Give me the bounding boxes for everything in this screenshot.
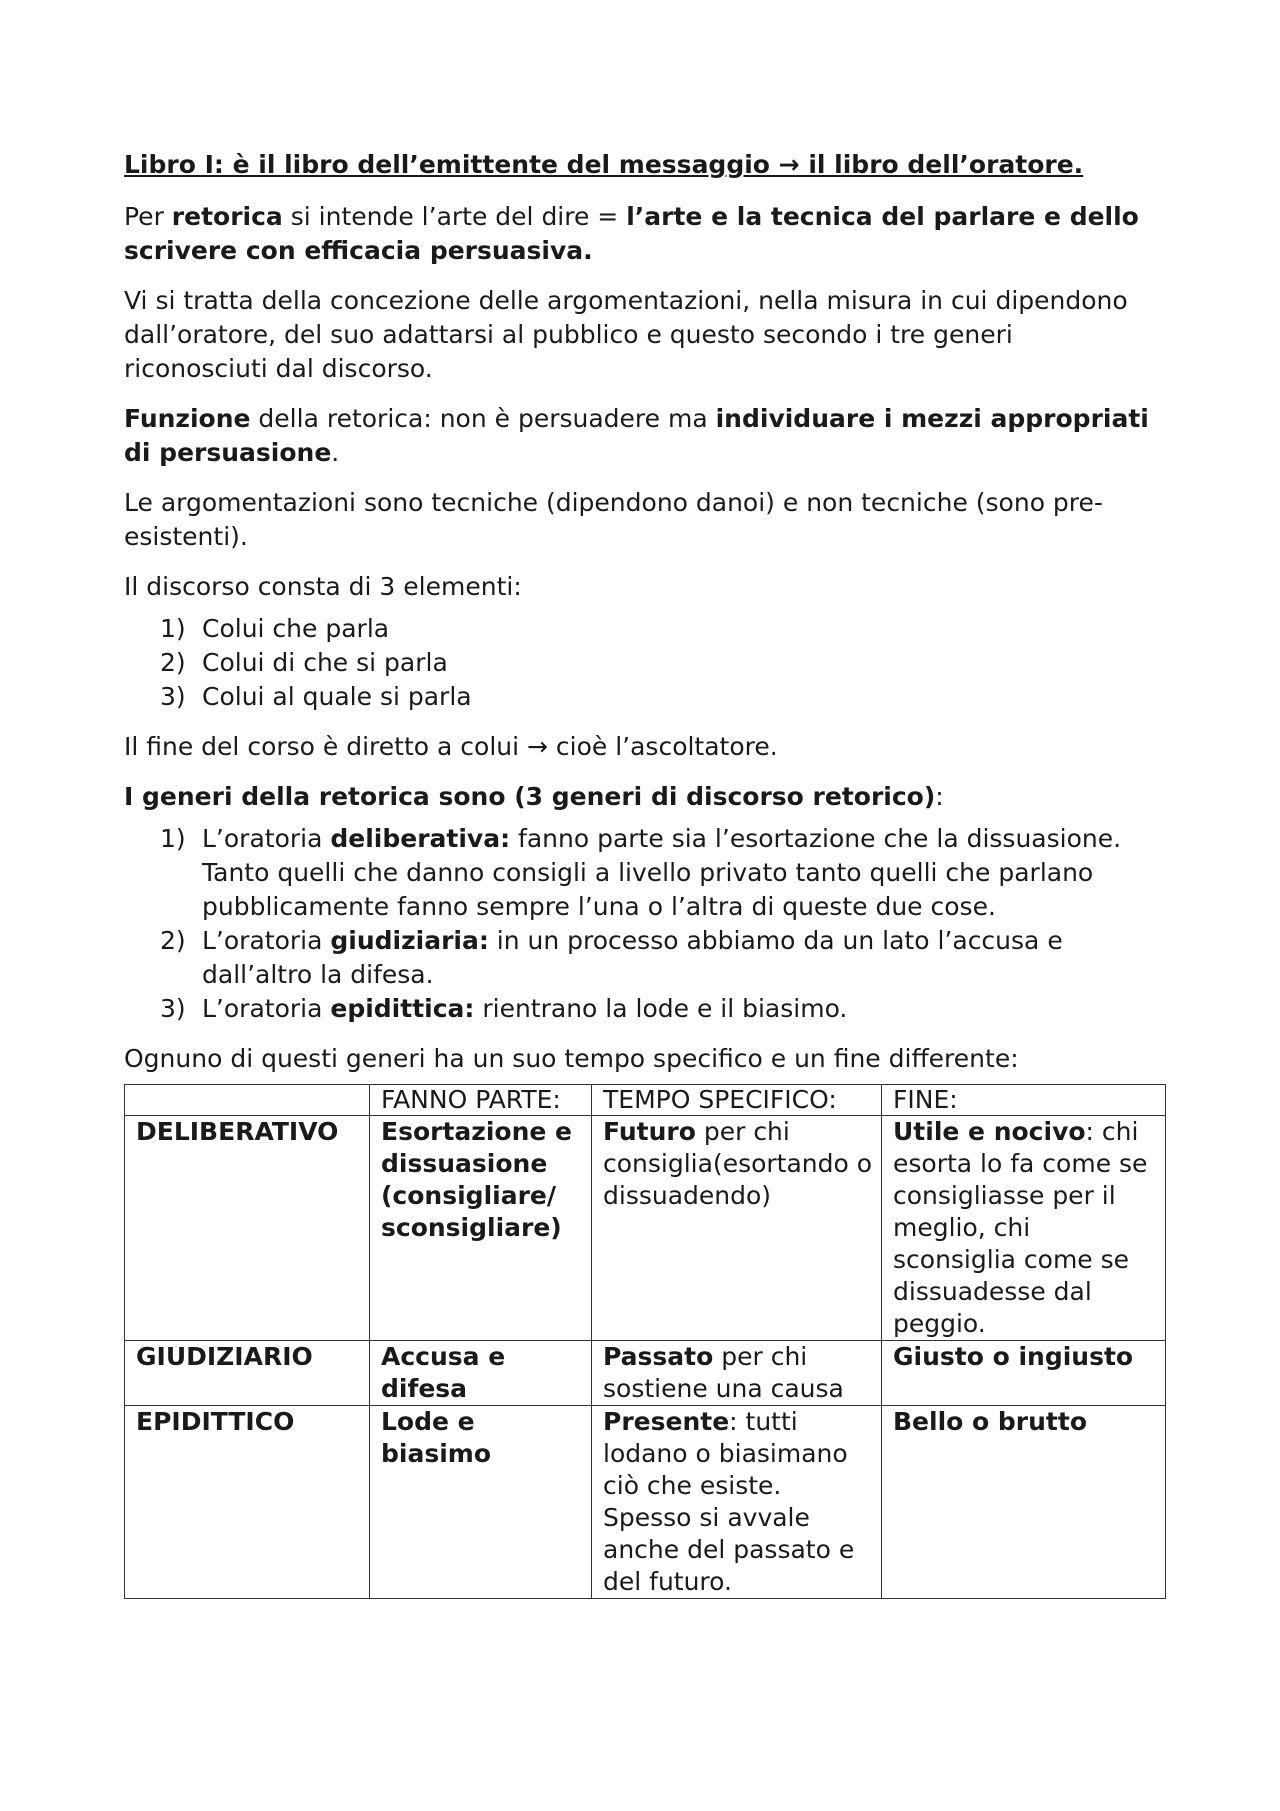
paragraph-argomentazioni: Le argomentazioni sono tecniche (dipendono danoi) e non tecniche (sono pre-esistenti). xyxy=(124,488,1103,551)
list-item: 3) Colui al quale si parla xyxy=(160,682,472,711)
table-cell-tempo: Passato per chi sostiene una causa xyxy=(592,1341,882,1406)
table-cell-fine: Giusto o ingiusto xyxy=(882,1341,1166,1406)
table-header-row xyxy=(125,1085,1166,1116)
definition-retorica: l’arte e la tecnica del parlare e dello scrivere con efficacia persuasiva. xyxy=(124,202,1139,265)
paragraph-generi: I generi della retorica sono (3 generi di discorso retorico): xyxy=(124,782,944,811)
table-cell-genere: GIUDIZIARIO xyxy=(125,1341,370,1406)
table-cell-parte: Esortazione e dissuasione (consigliare/ sconsigliare) xyxy=(370,1116,592,1341)
paragraph-concezione: Vi si tratta della concezione delle argomentazioni, nella misura in cui dipendono dall’oratore, del suo adattarsi al pubblico e questo secondo i tre generi riconosciuti dal discorso. xyxy=(124,286,1128,383)
list-item: 1) Colui che parla xyxy=(160,614,390,643)
generi-list xyxy=(124,822,1164,1026)
table-cell-parte: Accusa e difesa xyxy=(370,1341,592,1406)
paragraph-funzione: Funzione della retorica: non è persuadere ma individuare i mezzi appropriati di persuasione. xyxy=(124,404,1149,467)
paragraph-fine: Il fine del corso è diretto a colui → cioè l’ascoltatore. xyxy=(124,732,778,761)
paragraph-elementi-intro: Il discorso consta di 3 elementi: xyxy=(124,572,522,601)
table-row xyxy=(125,1406,1166,1599)
list-item: 1) L’oratoria deliberativa: fanno parte sia l’esortazione che la dissuasione. Tanto quelli che danno consigli a livello privato tanto quelli che parlano pubblicamente fanno sempre l’una o l’altra di queste due cose. xyxy=(160,824,1122,921)
table-cell-tempo: Presente: tutti lodano o biasimano ciò che esiste. Spesso si avvale anche del passato e del futuro. xyxy=(592,1406,882,1599)
table-cell-tempo: Futuro per chi consiglia(esortando o dissuadendo) xyxy=(592,1116,882,1341)
term-retorica: retorica xyxy=(171,202,283,231)
table-cell-genere: DELIBERATIVO xyxy=(125,1116,370,1341)
table-cell-fine: Bello o brutto xyxy=(882,1406,1166,1599)
paragraph-retorica: Per retorica si intende l’arte del dire = l’arte e la tecnica del parlare e dello scrivere con efficacia persuasiva. xyxy=(124,202,1139,265)
table-header-cell: FINE: xyxy=(882,1085,1166,1116)
table-cell-parte: Lode e biasimo xyxy=(370,1406,592,1599)
table-cell-genere: EPIDITTICO xyxy=(125,1406,370,1599)
list-item: 2) L’oratoria giudiziaria: in un processo abbiamo da un lato l’accusa e dall’altro la difesa. xyxy=(160,926,1063,989)
generi-table xyxy=(124,1084,1166,1599)
page-heading: Libro I: è il libro dell’emittente del messaggio → il libro dell’oratore. xyxy=(124,150,1084,179)
list-item: 3) L’oratoria epidittica: rientrano la lode e il biasimo. xyxy=(160,994,848,1023)
table-row xyxy=(125,1116,1166,1341)
document-page xyxy=(124,148,1164,1599)
table-cell-fine: Utile e nocivo: chi esorta lo fa come se consigliasse per il meglio, chi sconsiglia come se dissuadesse dal peggio. xyxy=(882,1116,1166,1341)
table-row xyxy=(125,1341,1166,1406)
table-header-cell: FANNO PARTE: xyxy=(370,1085,592,1116)
paragraph-tempo: Ognuno di questi generi ha un suo tempo specifico e un fine differente: xyxy=(124,1044,1019,1073)
table-header-cell xyxy=(125,1085,370,1116)
list-item: 2) Colui di che si parla xyxy=(160,648,448,677)
elementi-list xyxy=(124,612,1164,714)
table-header-cell: TEMPO SPECIFICO: xyxy=(592,1085,882,1116)
